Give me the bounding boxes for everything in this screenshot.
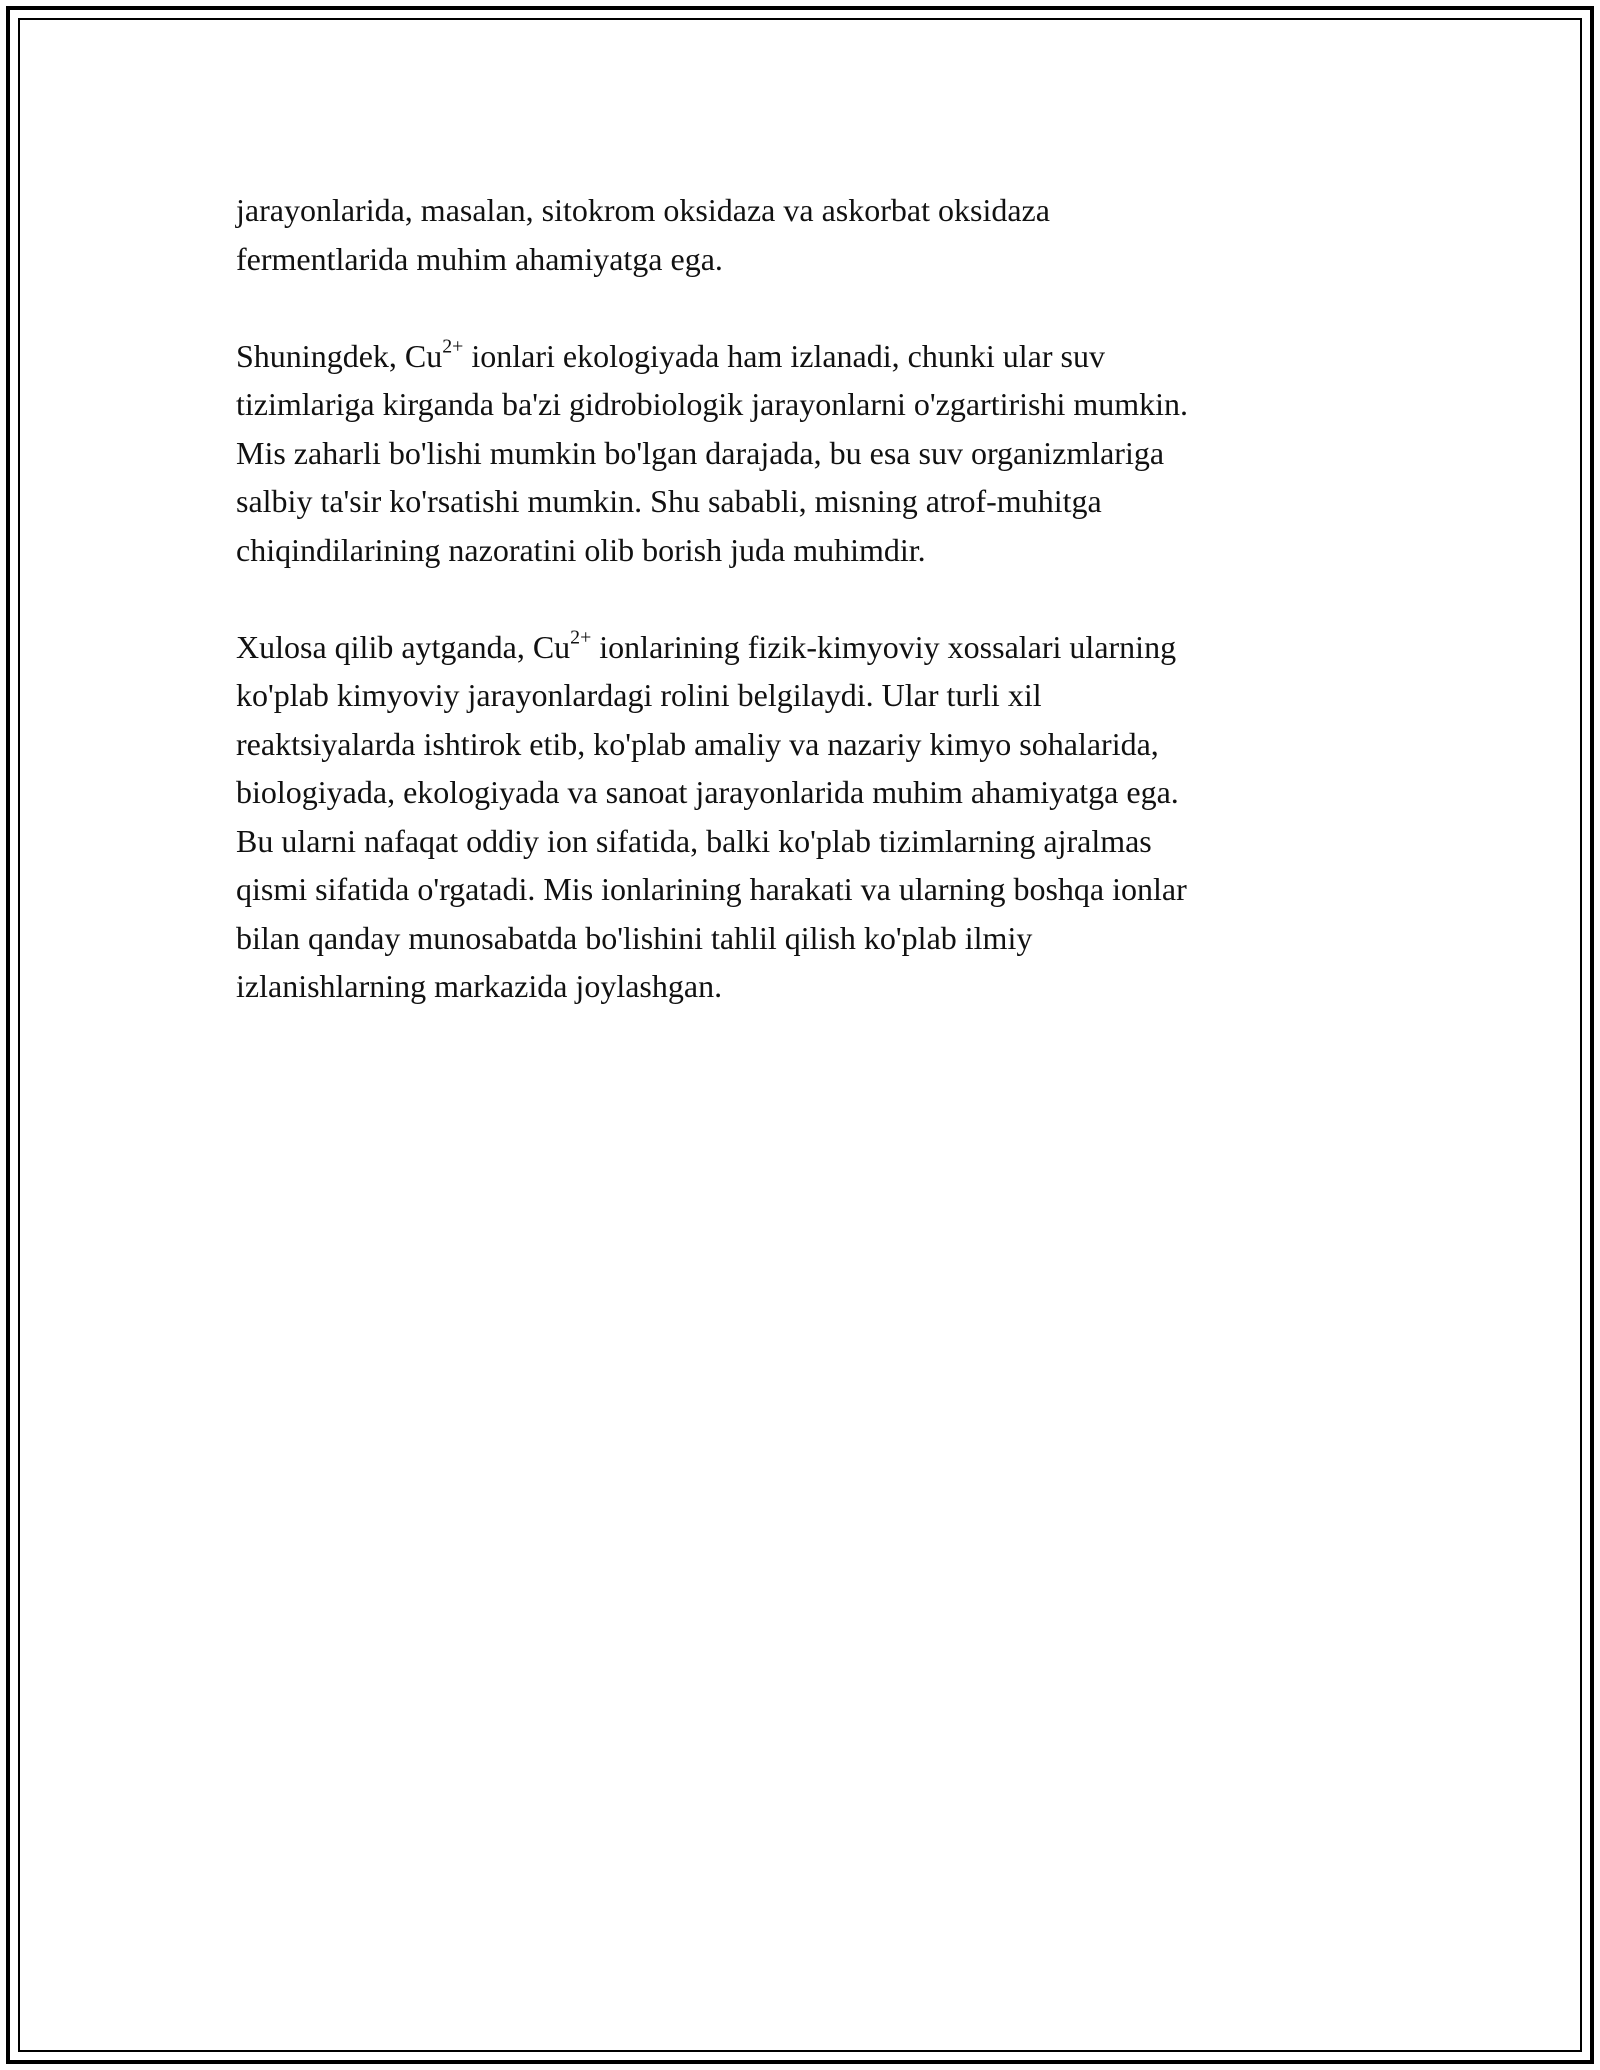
text-segment: jarayonlarida, masalan, sitokrom oksidaza va askorbat oksidaza — [236, 192, 1050, 228]
text-segment: bilan qanday munosabatda bo'lishini tahlil qilish ko'plab ilmiy — [236, 919, 1033, 956]
text-segment: reaktsiyalarda ishtirok etib, ko'plab amaliy va nazariy kimyo sohalarida, — [236, 725, 1159, 762]
text-segment: biologiyada, ekologiyada va sanoat jarayonlarida muhim ahamiyatga ega. — [236, 774, 1179, 810]
ion-charge-superscript: 2+ — [442, 335, 464, 358]
document-body — [236, 186, 1376, 1011]
paragraph — [236, 623, 1376, 1011]
text-line — [236, 380, 1376, 429]
text-segment: fermentlarida muhim ahamiyatga ega. — [236, 240, 723, 277]
text-segment: Mis zaharli bo'lishi mumkin bo'lgan darajada, bu esa suv organizmlariga — [236, 434, 1165, 471]
text-line — [236, 332, 1376, 381]
text-line — [236, 817, 1376, 866]
text-line — [236, 235, 1376, 284]
text-segment: ko'plab kimyoviy jarayonlardagi rolini belgilaydi. Ular turli xil — [236, 677, 1042, 713]
text-segment: ionlarining fizik-kimyoviy xossalari ularning — [591, 628, 1177, 665]
text-segment: izlanishlarning markazida joylashgan. — [236, 968, 723, 1004]
paragraph — [236, 186, 1376, 283]
text-line — [236, 720, 1376, 769]
text-line — [236, 186, 1376, 235]
text-segment: chiqindilarining nazoratini olib borish juda muhimdir. — [236, 531, 926, 568]
text-segment: Bu ularni nafaqat oddiy ion sifatida, balki ko'plab tizimlarning ajralmas — [236, 822, 1152, 859]
text-line — [236, 671, 1376, 720]
text-line — [236, 526, 1376, 575]
text-line — [236, 623, 1376, 672]
text-segment: Shuningdek, Cu — [236, 337, 443, 374]
text-segment: salbiy ta'sir ko'rsatishi mumkin. Shu sababli, misning atrof-muhitga — [236, 483, 1102, 519]
text-segment: tizimlariga kirganda ba'zi gidrobiologik jarayonlarni o'zgartirishi mumkin. — [236, 386, 1189, 422]
text-line — [236, 865, 1376, 914]
ion-charge-superscript: 2+ — [570, 626, 592, 649]
text-line — [236, 477, 1376, 526]
text-line — [236, 914, 1376, 963]
text-line — [236, 768, 1376, 817]
text-segment: ionlari ekologiyada ham izlanadi, chunki ular suv — [463, 337, 1105, 374]
paragraph — [236, 332, 1376, 575]
text-segment: qismi sifatida o'rgatadi. Mis ionlarining harakati va ularning boshqa ionlar — [236, 871, 1187, 907]
text-line — [236, 429, 1376, 478]
text-segment: Xulosa qilib aytganda, Cu — [236, 628, 571, 665]
text-line — [236, 962, 1376, 1011]
